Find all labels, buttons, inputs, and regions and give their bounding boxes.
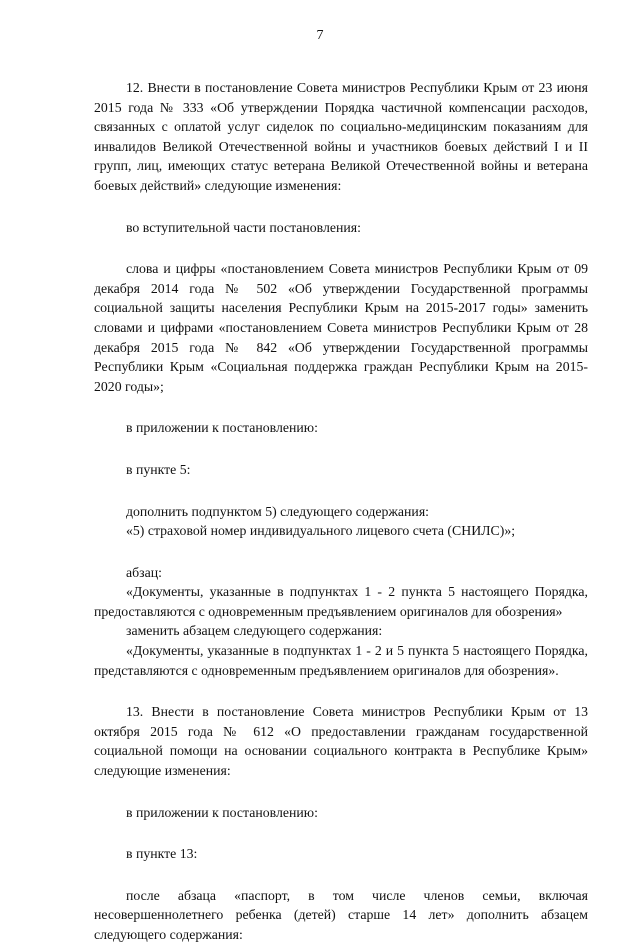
document-body bbox=[94, 78, 588, 945]
paragraph-words-and-figures: слова и цифры «постановлением Совета министров Республики Крым от 09 декабря 2014 года № 502 «Об утверждении Государственной программы социальной защиты населения Республики Крым на 2015-2017 годы» заменить словами и цифрами «постановлением Совета министров Республики Крым от 28 декабря 2015 года № 842 «Об утверждении Государственной программы Республики Крым «Социальная поддержка граждан Республики Крым на 2015-2020 годы»; bbox=[94, 261, 588, 394]
paragraph-after-passport: после абзаца «паспорт, в том числе членов семьи, включая несовершеннолетнего ребенка (детей) старше 14 лет» дополнить абзацем следующего содержания: bbox=[94, 887, 588, 942]
page-number: 7 bbox=[316, 28, 324, 43]
paragraph-abzac-label: абзац: bbox=[126, 564, 162, 580]
paragraph-add-subpoint: дополнить подпунктом 5) следующего содержания: bbox=[126, 503, 429, 519]
paragraph-item-12: 12. Внести в постановление Совета министров Республики Крым от 23 июня 2015 года № 333 «Об утверждении Порядка частичной компенсации расходов, связанных с оплатой услуг сиделок по социально-медицинским показаниям для инвалидов Великой Отечественной войны и участников боевых действий I и II групп, лиц, имеющих статус ветерана Великой Отечественной войны и ветерана боевых действий» следующие изменения: bbox=[94, 80, 588, 193]
paragraph-appendix-intro-2: в приложении к постановлению: bbox=[126, 804, 318, 820]
paragraph-new-text: «Документы, указанные в подпунктах 1 - 2 и 5 пункта 5 настоящего Порядка, представляются с одновременным предъявлением оригиналов для обозрения». bbox=[94, 643, 588, 678]
paragraph-point-13: в пункте 13: bbox=[126, 846, 198, 862]
paragraph-snils: «5) страховой номер индивидуального лицевого счета (СНИЛС)»; bbox=[126, 523, 516, 539]
paragraph-appendix-intro: в приложении к постановлению: bbox=[126, 420, 318, 436]
paragraph-old-text: «Документы, указанные в подпунктах 1 - 2 пункта 5 настоящего Порядка, предоставляются с одновременным предъявлением оригиналов для обозрения» bbox=[94, 584, 588, 619]
paragraph-preamble-intro: во вступительной части постановления: bbox=[126, 219, 361, 235]
paragraph-point-5: в пункте 5: bbox=[126, 461, 191, 477]
paragraph-replace-with: заменить абзацем следующего содержания: bbox=[126, 623, 383, 639]
paragraph-item-13: 13. Внести в постановление Совета министров Республики Крым от 13 октября 2015 года № 612 «О предоставлении гражданам государственной социальной помощи на основании социального контракта в Республике Крым» следующие изменения: bbox=[94, 704, 588, 779]
